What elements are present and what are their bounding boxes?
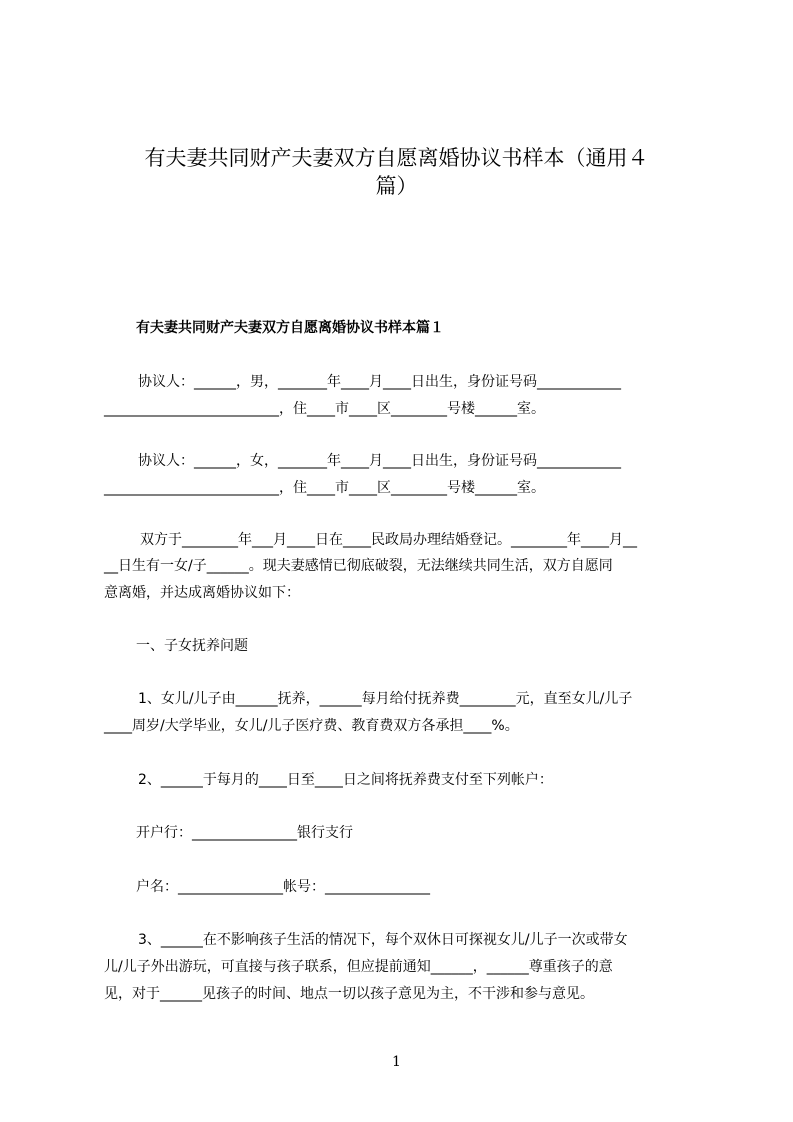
paragraph-line: _________________________，住____市____区________号楼______室。 <box>104 480 545 496</box>
paragraph-line: 协议人：______，男，_______年____月____日出生，身份证号码____________ <box>138 374 621 390</box>
account-line: 户名：_______________帐号：_______________ <box>136 879 430 895</box>
section-title: 有夫妻共同财产夫妻双方自愿离婚协议书样本篇１ <box>136 320 444 336</box>
section-heading: 一、子女抚养问题 <box>136 638 248 654</box>
title-line-1: 有夫妻共同财产夫妻双方自愿离婚协议书样本（通用４ <box>144 146 649 170</box>
page-number: 1 <box>392 1054 401 1070</box>
paragraph-line: ____周岁/大学毕业，女儿/儿子医疗费、教育费双方各承担____%。 <box>104 718 519 734</box>
bank-line: 开户行：_______________银行支行 <box>136 825 353 841</box>
paragraph-line: 1、女儿/儿子由______抚养，______每月给付抚养费________元，直至女儿/儿子 <box>138 691 633 707</box>
paragraph-line: __日生有一女/子______。现夫妻感情已彻底破裂，无法继续共同生活，双方自愿同 <box>104 558 613 574</box>
title-line-2: 篇） <box>375 174 418 198</box>
paragraph-line: 3、______在不影响孩子生活的情况下，每个双休日可探视女儿/儿子一次或带女 <box>138 932 628 948</box>
document-title <box>100 144 693 200</box>
paragraph-line: 意离婚，并达成离婚协议如下： <box>104 585 300 601</box>
paragraph-line: 2、______于每月的____日至____日之间将抚养费支付至下列帐户： <box>138 772 553 788</box>
paragraph-line: _________________________，住____市____区________号楼______室。 <box>104 401 545 417</box>
paragraph-line: 协议人：______，女，_______年____月____日出生，身份证号码____________ <box>138 453 621 469</box>
paragraph-line: 儿/儿子外出游玩，可直接与孩子联系，但应提前通知______，______尊重孩子的意 <box>104 959 613 975</box>
paragraph-line: 见，对于______见孩子的时间、地点一切以孩子意见为主，不干涉和参与意见。 <box>104 986 594 1002</box>
paragraph-line: 双方于________年___月____日在____民政局办理结婚登记。________年____月__ <box>140 532 637 548</box>
